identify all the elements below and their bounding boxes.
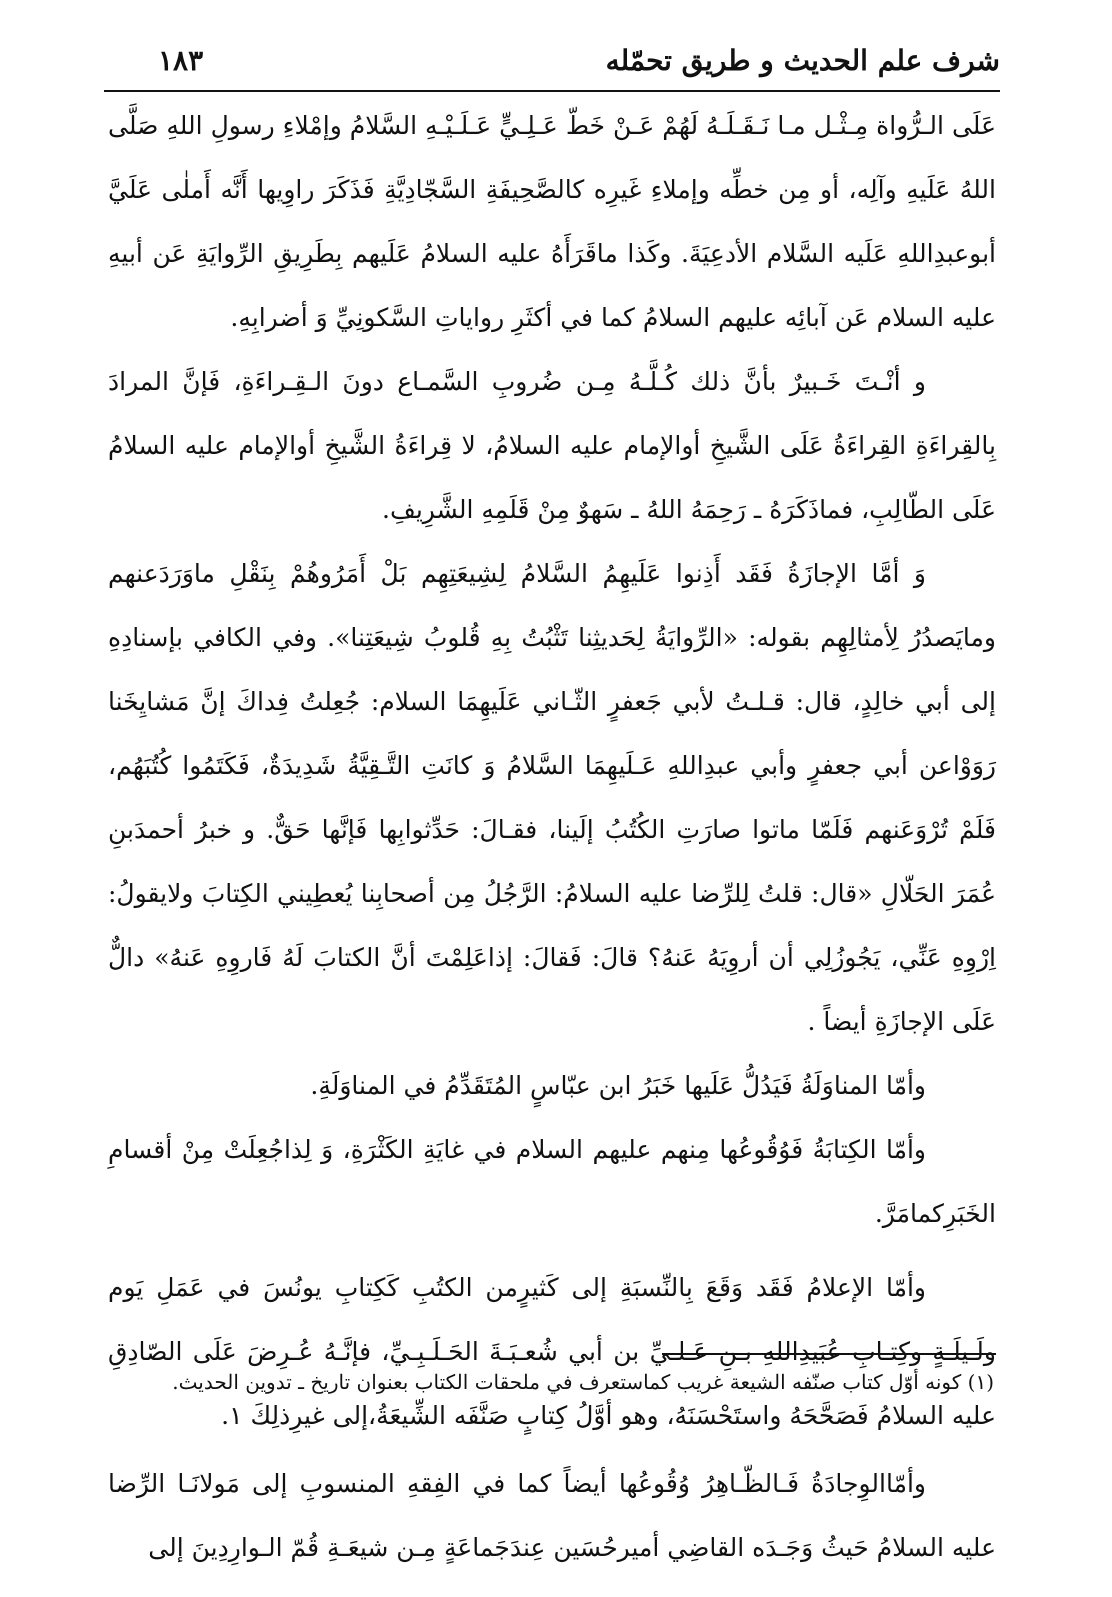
paragraph: وَ أمَّا الإجازَةُ فَقَد أَذِنوا عَلَيهِمُ السَّلامُ لِشِيعَتِهِم بَلْ أَمَرُوهُمْ بِنَقْلِ ماوَرَدَعنهم ومايَصدُرُ لِأمثالِهِم بقوله: «الرِّوايَةُ لِحَديثِنا تَثْبُتُ بِهِ قُلوبُ شِيعَتِنا». وفي الكافي بإسنادِهِ إلى أبي خالِدٍ، قال: قـلـتُ لأبي جَعفرٍ الثّـاني عَلَيهِمَا السلام: جُعِلتُ فِداكَ إنَّ مَشايِخَنا رَوَوْاعن أبي جعفرٍ وأبي عبدِاللهِ عَـلَيهِمَا السَّلامُ وَ كانَتِ التَّـقِيَّةُ شَدِيدَةٌ، فَكَتَمُوا كُتُبَهُم، فَلَمْ تُرْوَعَنهم فَلَمّا ماتوا صارَتِ الكُتُبُ إلَينا، فقـالَ: حَدِّثوابِها فَإنَّها حَقٌّ. و خبرُ أحمدَبنِ عُمَرَ الحَلّالِ «قال: قلتُ لِلرِّضا عليه السلامُ: الرَّجُلُ مِن أصحابِنا يُعطِيني الكِتابَ ولايقولُ: اِرْوِهِ عَنِّي، يَجُوزُلِي أن أروِيَهُ عَنهُ؟ قالَ: فَقالَ: إذاعَلِمْتَ أنَّ الكتابَ لَهُ فَاروِهِ عَنهُ» دالٌّ عَلَى الإجازَةِ أيضاً . xyxy=(108,559,996,1036)
page-number: ١٨٣ xyxy=(158,44,204,77)
paragraph: وأمّاالوِجادَةُ فَـالظّـاهِرُ وُقُوعُها أيضاً كما في الفِقهِ المنسوبِ إلى مَولانَـا الرِّضا عليه السلامُ حَيثُ وَجَـدَه القاضِي أميرحُسَين عِندَجَماعَةٍ مِـن شيعَـةِ قُمّ الـوارِدِينَ إلى xyxy=(108,1469,996,1562)
paragraph: و أنْـتَ خَـبيرٌ بأنَّ ذلك كُـلَّـهُ مِـن ضُروبِ السَّمـاع دونَ الـقِـراءَةِ، فَإنَّ المرادَ بِالقِراءَةِ القِراءَةُ عَلَى الشَّيخِ أوالإمام عليه السلامُ، لا قِراءَةُ الشَّيخِ أوالإمام عليه السلامُ عَلَى الطّالِبِ، فماذَكَرَهُ ـ رَحِمَهُ اللهُ ـ سَهوٌ مِنْ قَلَمِهِ الشَّرِيفِ. xyxy=(108,367,996,524)
page-header xyxy=(104,40,1000,84)
body-text xyxy=(108,94,996,1580)
footnote-rule xyxy=(662,1353,996,1355)
header-rule xyxy=(104,90,1000,92)
paragraph: وأمّا الكِتابَةُ فَوُقُوعُها مِنهم عليهم السلام في غايَةِ الكَثْرَةِ، وَ لِذاجُعِلَتْ مِنْ أقسامِ الخَبَرِكمامَرَّ. xyxy=(108,1135,996,1228)
running-title: شرف علم الحديث و طريق تحمّله xyxy=(605,44,1000,77)
footnotes xyxy=(124,1362,994,1402)
paragraph: وأمّا الإعلامُ فَقَد وَقَعَ بِالنِّسبَةِ إلى كَثيرٍمن الكتُبِ كَكِتابِ يونُسَ في عَمَلِ يَوم ولَـيلَـةٍ وكِتـابِ عُبَيدِاللهِ بـنِ عَـلـيِّ بن أبي شُعـبَـةَ الحَـلَـبِـيِّ، فإنَّـهُ عُـرِضَ عَلَى الصّادِقِ عليه السلامُ فَصَحَّحَهُ واستَحْسَنَهُ، وهو أوَّلُ كِتابٍ صَنَّفَه الشِّيعَةُ،إلى غيرِذلِكَ ١. xyxy=(108,1273,996,1430)
footnote: (١) كونه أوّل كتاب صنّفه الشيعة غريب كماستعرف في ملحقات الكتاب بعنوان تاريخ ـ تدوين الحديث. xyxy=(172,1370,994,1394)
paragraph: وأمّا المناوَلَةُ فَيَدُلُّ عَلَيها خَبَرُ ابن عبّاسٍ المُتَقَدِّمُ في المناوَلَةِ. xyxy=(310,1071,926,1100)
paragraph: عَلَى الـرُّواة مِـثْـل مـا نَـقَـلَـهُ لَهُمْ عَـنْ خَطّ عَـلِـيٍّ عَـلَـيْـهِ السَّلامُ وإمْلاءِ رسولِ اللهِ صَلَّى اللهُ عَلَيهِ وآلِه، أو مِن خطِّه وإملاءِ غَيرِه كالصَّحِيفَةِ السَّجّادِيَّةِ فَذَكَرَ راوِيها أَنَّه أَملٰى عَلَيَّ أبوعبدِاللهِ عَلَيه السَّلام الأدعِيَةَ. وكَذا ماقَرَأَهُ عليه السلامُ عَلَيهم بِطَرِيقِ الرِّوايَةِ عَن أبيهِ عليه السلام عَن آبائِه عليهم السلامُ كما في أكثَرِ رواياتِ السَّكونِيِّ وَ أضرابِهِ. xyxy=(108,111,996,332)
